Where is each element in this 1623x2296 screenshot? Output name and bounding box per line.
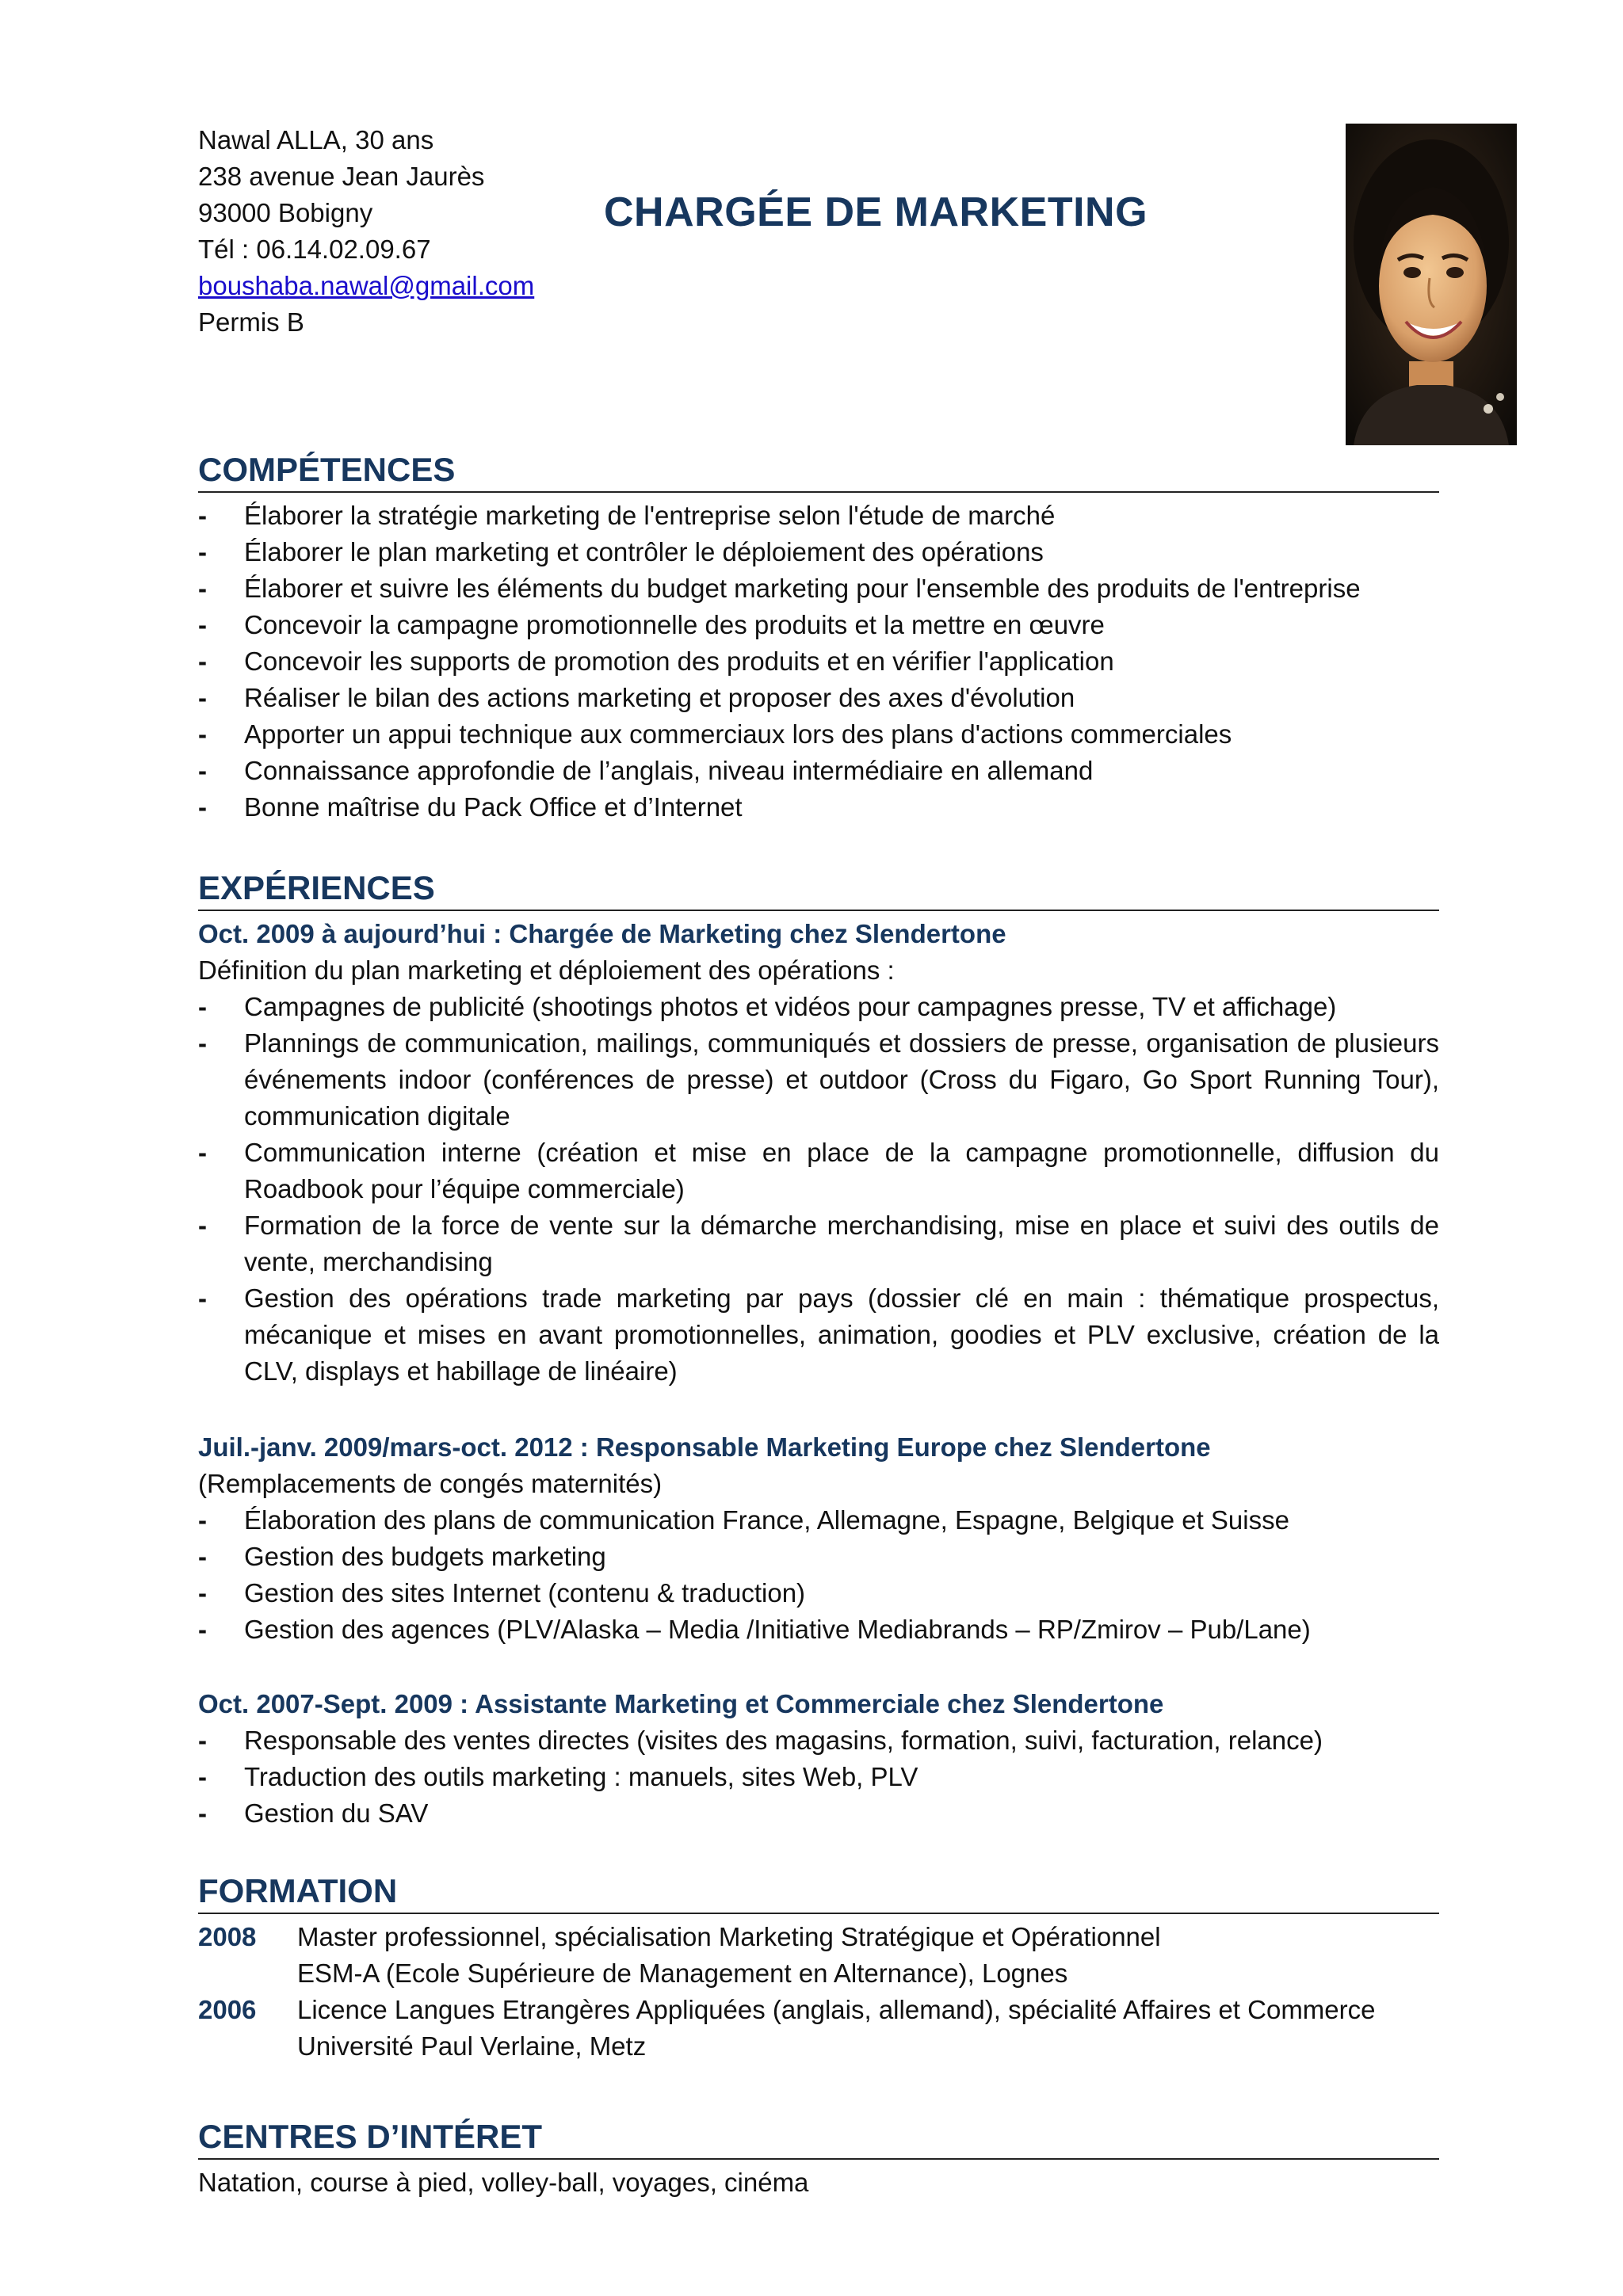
list-item: - Traduction des outils marketing : manuels, sites Web, PLV [198,1759,1439,1795]
list-item: - Élaborer le plan marketing et contrôler le déploiement des opérations [198,534,1439,570]
list-item: - Bonne maîtrise du Pack Office et d’Internet [198,789,1439,826]
formation-school: ESM-A (Ecole Supérieure de Management en Alternance), Lognes [297,1958,1068,1988]
list-item: - Gestion des agences (PLV/Alaska – Media /Initiative Mediabrands – RP/Zmirov – Pub/Lane) [198,1611,1439,1648]
formation-school: Université Paul Verlaine, Metz [297,2031,647,2061]
driving-license: Permis B [198,307,304,337]
phone: Tél : 06.14.02.09.67 [198,235,431,264]
experiences-heading: EXPÉRIENCES [198,867,1439,911]
list-item: - Responsable des ventes directes (visites des magasins, formation, suivi, facturation, relance) [198,1722,1439,1759]
list-item: - Gestion des opérations trade marketing par pays (dossier clé en main : thématique prospectus, mécanique et mises en avant promotionnelles, animation, goodies et PLV exclusive, création de la CLV, displays et habillage de linéaire) [198,1280,1439,1390]
list-item: - Connaissance approfondie de l’anglais, niveau intermédiaire en allemand [198,753,1439,789]
address-city: 93000 Bobigny [198,198,373,227]
list-item: - Formation de la force de vente sur la démarche merchandising, mise en place et suivi des outils de vente, merchandising [198,1207,1439,1280]
job-2 [198,1429,1439,1648]
formation-degree: Licence Langues Etrangères Appliquées (anglais, allemand), spécialité Affaires et Commerce [297,1995,1376,2024]
list-item: - Gestion des sites Internet (contenu & traduction) [198,1575,1439,1611]
formation-entry [198,1919,1439,1992]
list-item: - Plannings de communication, mailings, communiqués et dossiers de presse, organisation de plusieurs événements indoor (conférences de presse) et outdoor (Cross du Figaro, Go Sport Running Tour), communication digitale [198,1025,1439,1135]
job-title-2: Juil.-janv. 2009/mars-oct. 2012 : Responsable Marketing Europe chez Slendertone [198,1432,1211,1462]
formation-degree: Master professionnel, spécialisation Marketing Stratégique et Opérationnel [297,1922,1161,1951]
list-item: - Communication interne (création et mise en place de la campagne promotionnelle, diffusion du Roadbook pour l’équipe commerciale) [198,1135,1439,1207]
list-item: - Campagnes de publicité (shootings photos et vidéos pour campagnes presse, TV et affichage) [198,989,1439,1025]
formation-year: 2006 [198,1995,257,2024]
job-1 [198,916,1439,1390]
formation-heading: FORMATION [198,1870,1439,1914]
portrait-image [1346,124,1517,445]
list-item: - Concevoir les supports de promotion des produits et en vérifier l'application [198,643,1439,680]
job-3 [198,1686,1439,1832]
list-item: - Élaborer et suivre les éléments du budget marketing pour l'ensemble des produits de l'entreprise [198,570,1439,607]
formation-year: 2008 [198,1922,257,1951]
job-title-1: Oct. 2009 à aujourd’hui : Chargée de Marketing chez Slendertone [198,919,1006,948]
job-intro-2: (Remplacements de congés maternités) [198,1469,663,1498]
list-item: - Réaliser le bilan des actions marketing et proposer des axes d'évolution [198,680,1439,716]
list-item: - Concevoir la campagne promotionnelle des produits et la mettre en œuvre [198,607,1439,643]
job-intro-1: Définition du plan marketing et déploiement des opérations : [198,955,895,985]
email-link[interactable]: boushaba.nawal@gmail.com [198,271,535,300]
formation-entry [198,1992,1439,2065]
contact-block [198,122,642,341]
interests-heading: CENTRES D’INTÉRET [198,2115,1439,2160]
job-title-3: Oct. 2007-Sept. 2009 : Assistante Marketing et Commerciale chez Slendertone [198,1689,1164,1718]
job-title: CHARGÉE DE MARKETING [604,189,1148,235]
profile-photo [1346,124,1517,445]
list-item: - Gestion des budgets marketing [198,1539,1439,1575]
address-street: 238 avenue Jean Jaurès [198,162,485,191]
name-age: Nawal ALLA, 30 ans [198,125,434,154]
formation-list [198,1919,1439,2065]
list-item: - Gestion du SAV [198,1795,1439,1832]
competences-heading: COMPÉTENCES [198,448,1439,493]
list-item: - Élaboration des plans de communication France, Allemagne, Espagne, Belgique et Suisse [198,1502,1439,1539]
interests-text: Natation, course à pied, volley-ball, voyages, cinéma [198,2168,809,2197]
competences-list [198,498,1439,826]
list-item: - Apporter un appui technique aux commerciaux lors des plans d'actions commerciales [198,716,1439,753]
list-item: - Élaborer la stratégie marketing de l'entreprise selon l'étude de marché [198,498,1439,534]
